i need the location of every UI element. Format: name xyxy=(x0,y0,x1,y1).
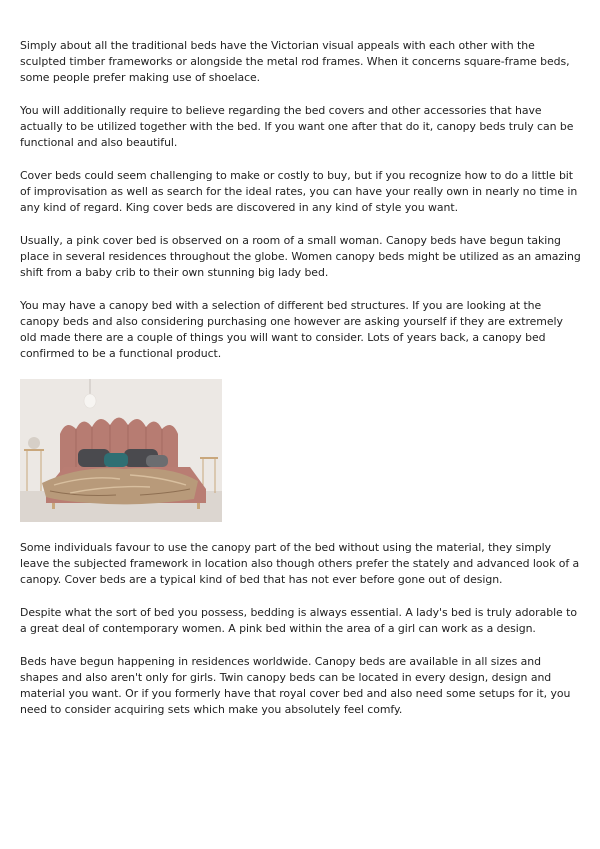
paragraph-3: Cover beds could seem challenging to make or costly to buy, but if you recognize how to do a little bit of improvisation as well as search for the ideal rates, you can have your really own in nearly no time in any kind of regard. King cover beds are discovered in any kind of style you want. xyxy=(20,169,578,214)
document-page xyxy=(20,38,582,718)
paragraph-2: You will additionally require to believe regarding the bed covers and other accessories that have actually to be utilized together with the bed. If you want one after that do it, canopy beds truly can be functional and also beautiful. xyxy=(20,104,574,149)
bed-leg xyxy=(197,503,200,509)
paragraph-6: Some individuals favour to use the canopy part of the bed without using the material, they simply leave the subjected framework in location also though others prefer the stately and advanced look of a canopy. Cover beds are a typical kind of bed that has not ever before gone out of design. xyxy=(20,541,580,586)
paragraph-4: Usually, a pink cover bed is observed on a room of a small woman. Canopy beds have begun taking place in several residences throughout the globe. Women canopy beds might be utilized as an amazing shift from a baby crib to their own stunning big lady bed. xyxy=(20,234,581,279)
paragraph-7: Despite what the sort of bed you possess, bedding is always essential. A lady's bed is truly adorable to a great deal of contemporary women. A pink bed within the area of a girl can work as a design. xyxy=(20,606,577,635)
pendant-lamp xyxy=(84,394,96,408)
side-table-top xyxy=(200,457,218,459)
pillow-teal xyxy=(104,453,128,467)
paragraph-8: Beds have begun happening in residences worldwide. Canopy beds are available in all sizes and shapes and also aren't only for girls. Twin canopy beds can be located in every design, design and material you want. Or if you formerly have that royal cover bed and also need some setups for it, you need to consider acquiring sets which make you absolutely feel comfy. xyxy=(20,655,571,716)
bed-leg xyxy=(52,503,55,509)
side-table-top xyxy=(24,449,44,451)
paragraph-1: Simply about all the traditional beds have the Victorian visual appeals with each other with the sculpted timber frameworks or alongside the metal rod frames. When it concerns square-frame beds, some people prefer making use of shoelace. xyxy=(20,39,570,84)
bed-illustration xyxy=(20,379,222,522)
paragraph-5: You may have a canopy bed with a selection of different bed structures. If you are looking at the canopy beds and also considering purchasing one however are asking yourself if they are extremely old made there are a couple of things you will want to consider. Lots of years back, a canopy bed confirmed to be a functional product. xyxy=(20,299,563,360)
pillow-grey xyxy=(146,455,168,467)
mirror xyxy=(28,437,40,449)
bed-photo xyxy=(20,379,222,522)
